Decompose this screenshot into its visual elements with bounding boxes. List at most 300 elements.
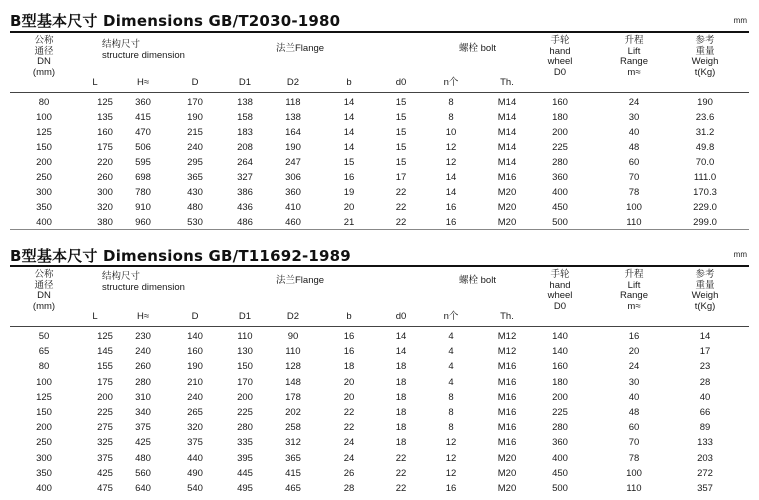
cell-th: M14	[497, 157, 517, 168]
cell-weight: 49.8	[695, 142, 715, 153]
table-row	[10, 186, 749, 199]
cell-n: 12	[445, 142, 457, 153]
cell-D2: 148	[285, 376, 301, 388]
cell-D: 375	[187, 437, 203, 449]
cell-lift: 48	[628, 142, 640, 153]
cell-d0: 22	[395, 217, 407, 228]
cell-lift: 30	[628, 112, 640, 123]
cell-H: 480	[135, 452, 151, 464]
cell-handwheel: 160	[552, 97, 568, 108]
cell-handwheel: 400	[552, 187, 568, 198]
cell-D1: 486	[237, 217, 253, 228]
col-header-D: D	[191, 311, 199, 322]
cell-D1: 183	[237, 127, 253, 138]
cell-handwheel: 500	[552, 483, 568, 494]
cell-lift: 100	[626, 202, 642, 213]
cell-H: 560	[135, 467, 151, 479]
cell-H: 375	[135, 422, 151, 434]
cell-D1: 225	[237, 407, 253, 418]
cell-H: 640	[135, 483, 151, 494]
cell-n: 14	[445, 172, 457, 183]
cell-b: 21	[343, 217, 355, 228]
table-row	[10, 141, 749, 154]
cell-D: 215	[187, 127, 203, 138]
cell-L: 155	[97, 361, 113, 373]
cell-n: 12	[445, 157, 457, 168]
cell-weight: 40	[699, 391, 711, 403]
col-group-bolt: 螺栓 bolt	[459, 43, 496, 54]
cell-H: 230	[135, 331, 151, 342]
cell-weight: 272	[697, 467, 713, 479]
cell-weight: 299.0	[693, 217, 717, 228]
cell-n: 4	[448, 376, 454, 388]
cell-d0: 22	[395, 467, 407, 479]
dimensions-table-gb-t11692	[10, 236, 749, 500]
header-bottom-rule	[10, 326, 749, 327]
cell-D2: 415	[285, 467, 301, 479]
cell-D: 490	[187, 467, 203, 479]
cell-weight: 111.0	[693, 172, 717, 183]
cell-H: 340	[135, 407, 151, 418]
cell-weight: 357	[697, 483, 713, 494]
cell-b: 20	[343, 202, 355, 213]
table-row	[10, 360, 749, 373]
cell-D1: 200	[237, 391, 253, 403]
cell-dn: 250	[36, 172, 52, 183]
cell-handwheel: 200	[552, 391, 568, 403]
cell-n: 12	[445, 452, 457, 464]
table-row	[10, 452, 749, 465]
table-row	[10, 96, 749, 109]
cell-th: M16	[497, 376, 517, 388]
cell-dn: 150	[36, 142, 52, 153]
cell-th: M16	[497, 172, 517, 183]
cell-dn: 80	[38, 361, 50, 373]
cell-b: 16	[343, 346, 355, 358]
cell-th: M16	[497, 391, 517, 403]
col-header-L: L	[92, 77, 98, 88]
cell-D2: 90	[287, 331, 299, 342]
cell-th: M16	[497, 407, 517, 418]
cell-dn: 200	[36, 157, 52, 168]
col-header-H: H≈	[136, 311, 150, 322]
cell-d0: 14	[395, 331, 407, 342]
cell-lift: 70	[628, 437, 640, 449]
table-row	[10, 406, 749, 419]
cell-D1: 280	[237, 422, 253, 434]
cell-d0: 18	[395, 437, 407, 449]
cell-L: 175	[97, 376, 113, 388]
cell-lift: 60	[628, 422, 640, 434]
cell-D: 240	[187, 391, 203, 403]
cell-n: 8	[448, 422, 454, 434]
cell-b: 20	[343, 391, 355, 403]
cell-D1: 327	[237, 172, 253, 183]
col-header-th: Th.	[500, 311, 514, 322]
cell-L: 145	[97, 346, 113, 358]
table-row	[10, 436, 749, 449]
cell-L: 300	[97, 187, 113, 198]
cell-lift: 70	[628, 172, 640, 183]
cell-D: 540	[187, 483, 203, 494]
cell-L: 375	[97, 452, 113, 464]
cell-D1: 395	[237, 452, 253, 464]
cell-weight: 66	[699, 407, 711, 418]
cell-d0: 22	[395, 483, 407, 494]
table-row	[10, 330, 749, 343]
cell-th: M14	[497, 127, 517, 138]
col-header-handwheel: 手轮 hand wheel D0	[547, 269, 573, 312]
cell-H: 240	[135, 346, 151, 358]
cell-D2: 202	[285, 407, 301, 418]
cell-th: M20	[497, 467, 517, 479]
table-row	[10, 126, 749, 139]
cell-D2: 312	[285, 437, 301, 449]
cell-D: 530	[187, 217, 203, 228]
cell-lift: 24	[628, 97, 640, 108]
cell-D1: 150	[237, 361, 253, 373]
cell-b: 16	[343, 331, 355, 342]
cell-handwheel: 225	[552, 407, 568, 418]
cell-D1: 264	[237, 157, 253, 168]
cell-D: 320	[187, 422, 203, 434]
cell-D2: 118	[285, 97, 301, 108]
cell-handwheel: 225	[552, 142, 568, 153]
col-header-D2: D2	[286, 77, 300, 88]
cell-D: 365	[187, 172, 203, 183]
cell-lift: 48	[628, 407, 640, 418]
cell-n: 12	[445, 467, 457, 479]
col-header-weight: 参考 重量 Weigh t(Kg)	[691, 269, 719, 312]
cell-weight: 28	[699, 376, 711, 388]
cell-L: 135	[97, 112, 113, 123]
cell-d0: 17	[395, 172, 407, 183]
cell-b: 24	[343, 452, 355, 464]
cell-dn: 50	[38, 331, 50, 342]
cell-D2: 128	[285, 361, 301, 373]
cell-b: 26	[343, 467, 355, 479]
cell-n: 16	[445, 483, 457, 494]
cell-lift: 40	[628, 391, 640, 403]
cell-dn: 250	[36, 437, 52, 449]
table-row	[10, 391, 749, 404]
cell-L: 125	[97, 97, 113, 108]
cell-weight: 14	[699, 331, 711, 342]
cell-weight: 89	[699, 422, 711, 434]
cell-d0: 22	[395, 452, 407, 464]
col-header-dn: 公称 通径 DN (mm)	[32, 269, 56, 312]
cell-L: 320	[97, 202, 113, 213]
col-header-D1: D1	[238, 311, 252, 322]
cell-L: 220	[97, 157, 113, 168]
cell-n: 8	[448, 407, 454, 418]
cell-D1: 335	[237, 437, 253, 449]
cell-L: 475	[97, 483, 113, 494]
cell-d0: 15	[395, 112, 407, 123]
col-group-flange: 法兰Flange	[276, 275, 325, 286]
cell-b: 18	[343, 361, 355, 373]
cell-handwheel: 500	[552, 217, 568, 228]
cell-D1: 208	[237, 142, 253, 153]
cell-th: M20	[497, 187, 517, 198]
cell-H: 910	[135, 202, 151, 213]
cell-th: M16	[497, 422, 517, 434]
cell-D2: 360	[285, 187, 301, 198]
cell-handwheel: 180	[552, 376, 568, 388]
cell-weight: 203	[697, 452, 713, 464]
cell-lift: 40	[628, 127, 640, 138]
cell-lift: 16	[628, 331, 640, 342]
cell-D: 295	[187, 157, 203, 168]
cell-handwheel: 180	[552, 112, 568, 123]
cell-D: 140	[187, 331, 203, 342]
cell-d0: 18	[395, 391, 407, 403]
cell-n: 8	[448, 391, 454, 403]
cell-D1: 445	[237, 467, 253, 479]
col-header-b: b	[346, 77, 352, 88]
cell-b: 22	[343, 422, 355, 434]
cell-H: 360	[135, 97, 151, 108]
cell-d0: 18	[395, 361, 407, 373]
cell-D: 210	[187, 376, 203, 388]
unit-label: mm	[733, 16, 747, 25]
cell-H: 260	[135, 361, 151, 373]
cell-th: M20	[497, 483, 517, 494]
cell-b: 24	[343, 437, 355, 449]
cell-dn: 150	[36, 407, 52, 418]
cell-b: 16	[343, 172, 355, 183]
cell-th: M20	[497, 452, 517, 464]
cell-n: 16	[445, 202, 457, 213]
cell-dn: 100	[36, 376, 52, 388]
cell-n: 8	[448, 97, 454, 108]
cell-d0: 18	[395, 422, 407, 434]
cell-d0: 18	[395, 376, 407, 388]
col-header-weight: 参考 重量 Weigh t(Kg)	[691, 35, 719, 78]
cell-weight: 170.3	[693, 187, 717, 198]
col-header-n: n个	[443, 311, 459, 322]
cell-d0: 22	[395, 187, 407, 198]
unit-label: mm	[733, 250, 747, 259]
cell-handwheel: 450	[552, 202, 568, 213]
cell-D2: 178	[285, 391, 301, 403]
cell-n: 16	[445, 217, 457, 228]
cell-D2: 190	[285, 142, 301, 153]
cell-b: 14	[343, 112, 355, 123]
cell-D2: 164	[285, 127, 301, 138]
col-header-n: n个	[443, 77, 459, 88]
cell-th: M14	[497, 97, 517, 108]
cell-d0: 22	[395, 202, 407, 213]
cell-D2: 465	[285, 483, 301, 494]
cell-D2: 306	[285, 172, 301, 183]
cell-th: M20	[497, 202, 517, 213]
col-group-structure: 结构尺寸 structure dimension	[102, 271, 185, 293]
table-row	[10, 467, 749, 480]
cell-D1: 495	[237, 483, 253, 494]
cell-L: 175	[97, 142, 113, 153]
cell-dn: 400	[36, 483, 52, 494]
cell-weight: 31.2	[695, 127, 715, 138]
cell-D1: 158	[237, 112, 253, 123]
table-row	[10, 376, 749, 389]
cell-d0: 15	[395, 142, 407, 153]
cell-L: 425	[97, 467, 113, 479]
cell-handwheel: 140	[552, 331, 568, 342]
cell-H: 470	[135, 127, 151, 138]
table-row	[10, 421, 749, 434]
cell-th: M16	[497, 361, 517, 373]
cell-handwheel: 360	[552, 437, 568, 449]
cell-D2: 460	[285, 217, 301, 228]
cell-handwheel: 160	[552, 361, 568, 373]
cell-weight: 133	[697, 437, 713, 449]
cell-dn: 200	[36, 422, 52, 434]
cell-dn: 400	[36, 217, 52, 228]
cell-weight: 190	[697, 97, 713, 108]
cell-H: 415	[135, 112, 151, 123]
cell-th: M12	[497, 331, 517, 342]
cell-L: 225	[97, 407, 113, 418]
col-header-th: Th.	[500, 77, 514, 88]
cell-weight: 17	[699, 346, 711, 358]
cell-lift: 30	[628, 376, 640, 388]
cell-weight: 229.0	[693, 202, 717, 213]
table-row	[10, 156, 749, 169]
cell-d0: 18	[395, 407, 407, 418]
cell-handwheel: 280	[552, 422, 568, 434]
cell-lift: 24	[628, 361, 640, 373]
header-top-rule	[10, 31, 749, 33]
cell-b: 19	[343, 187, 355, 198]
cell-d0: 15	[395, 127, 407, 138]
cell-th: M14	[497, 142, 517, 153]
cell-b: 20	[343, 376, 355, 388]
col-header-D2: D2	[286, 311, 300, 322]
header-top-rule	[10, 265, 749, 267]
cell-n: 4	[448, 361, 454, 373]
table-row	[10, 111, 749, 124]
cell-weight: 23	[699, 361, 711, 373]
cell-th: M16	[497, 437, 517, 449]
dimensions-table-gb-t2030	[10, 0, 749, 232]
cell-D1: 130	[237, 346, 253, 358]
cell-D: 440	[187, 452, 203, 464]
cell-n: 14	[445, 187, 457, 198]
col-header-L: L	[92, 311, 98, 322]
cell-lift: 20	[628, 346, 640, 358]
col-header-H: H≈	[136, 77, 150, 88]
col-header-D: D	[191, 77, 199, 88]
cell-H: 425	[135, 437, 151, 449]
col-header-d0: d0	[395, 311, 407, 322]
cell-th: M12	[497, 346, 517, 358]
cell-n: 4	[448, 346, 454, 358]
cell-L: 160	[97, 127, 113, 138]
cell-H: 506	[135, 142, 151, 153]
cell-lift: 110	[626, 483, 642, 494]
cell-d0: 15	[395, 97, 407, 108]
table-row	[10, 482, 749, 495]
cell-D: 190	[187, 361, 203, 373]
cell-D: 160	[187, 346, 203, 358]
cell-handwheel: 400	[552, 452, 568, 464]
header-bottom-rule	[10, 92, 749, 93]
col-header-handwheel: 手轮 hand wheel D0	[547, 35, 573, 78]
cell-D2: 365	[285, 452, 301, 464]
cell-n: 8	[448, 112, 454, 123]
cell-handwheel: 200	[552, 127, 568, 138]
cell-lift: 78	[628, 187, 640, 198]
col-header-b: b	[346, 311, 352, 322]
cell-D2: 138	[285, 112, 301, 123]
cell-D: 480	[187, 202, 203, 213]
cell-dn: 80	[38, 97, 50, 108]
cell-handwheel: 140	[552, 346, 568, 358]
cell-D1: 170	[237, 376, 253, 388]
cell-handwheel: 280	[552, 157, 568, 168]
cell-weight: 23.6	[695, 112, 715, 123]
cell-handwheel: 450	[552, 467, 568, 479]
cell-L: 125	[97, 331, 113, 342]
cell-dn: 350	[36, 467, 52, 479]
cell-H: 780	[135, 187, 151, 198]
cell-H: 698	[135, 172, 151, 183]
cell-L: 260	[97, 172, 113, 183]
cell-dn: 100	[36, 112, 52, 123]
table-title: B型基本尺寸 Dimensions GB/T2030-1980	[10, 12, 341, 30]
cell-dn: 300	[36, 452, 52, 464]
cell-n: 10	[445, 127, 457, 138]
table-bottom-rule	[10, 229, 749, 230]
cell-L: 380	[97, 217, 113, 228]
cell-D: 170	[187, 97, 203, 108]
col-group-bolt: 螺栓 bolt	[459, 275, 496, 286]
cell-D2: 110	[285, 346, 301, 358]
cell-n: 12	[445, 437, 457, 449]
col-group-flange: 法兰Flange	[276, 43, 325, 54]
cell-b: 14	[343, 97, 355, 108]
cell-D1: 110	[237, 331, 253, 342]
col-header-dn: 公称 通径 DN (mm)	[32, 35, 56, 78]
cell-D1: 138	[237, 97, 253, 108]
cell-b: 28	[343, 483, 355, 494]
cell-D1: 436	[237, 202, 253, 213]
cell-lift: 100	[626, 467, 642, 479]
cell-dn: 125	[36, 391, 52, 403]
table-row	[10, 345, 749, 358]
cell-b: 14	[343, 142, 355, 153]
cell-d0: 14	[395, 346, 407, 358]
cell-b: 15	[343, 157, 355, 168]
col-header-lift: 升程 Lift Range m≈	[620, 269, 648, 312]
table-title: B型基本尺寸 Dimensions GB/T11692-1989	[10, 247, 351, 265]
cell-H: 960	[135, 217, 151, 228]
cell-n: 4	[448, 331, 454, 342]
cell-dn: 350	[36, 202, 52, 213]
table-row	[10, 201, 749, 214]
cell-L: 325	[97, 437, 113, 449]
cell-dn: 125	[36, 127, 52, 138]
cell-b: 14	[343, 127, 355, 138]
col-header-D1: D1	[238, 77, 252, 88]
cell-handwheel: 360	[552, 172, 568, 183]
cell-th: M20	[497, 217, 517, 228]
cell-weight: 70.0	[695, 157, 715, 168]
cell-dn: 65	[38, 346, 50, 358]
cell-lift: 110	[626, 217, 642, 228]
col-header-lift: 升程 Lift Range m≈	[620, 35, 648, 78]
